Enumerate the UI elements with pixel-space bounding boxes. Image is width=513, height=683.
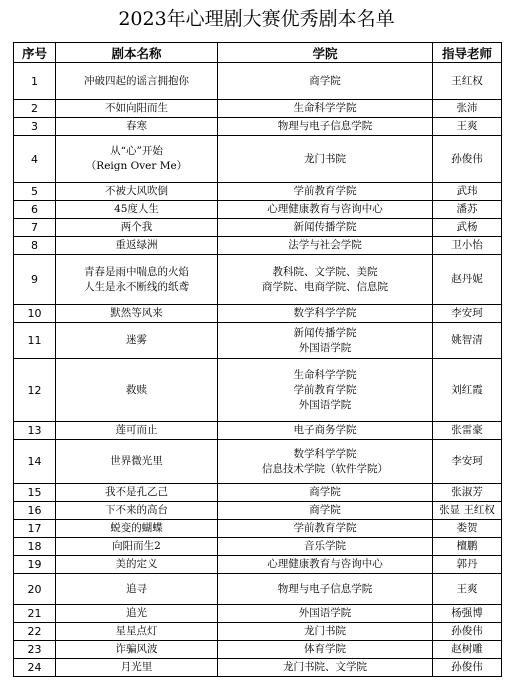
cell-teacher: 卫小怡 (433, 237, 502, 255)
cell-college (218, 422, 433, 440)
college-line: 物理与电子信息学院 (277, 582, 373, 595)
play-title-line: 诈骗风波 (115, 643, 158, 655)
cell-college (218, 659, 433, 677)
college-line: 商学院 (309, 74, 341, 87)
cell-play (56, 574, 218, 605)
table-row (14, 100, 502, 118)
table-row (14, 422, 502, 440)
cell-play (56, 100, 218, 118)
college-line: 生命科学学院 (293, 368, 357, 381)
cell-teacher: 张淑芳 (433, 484, 502, 502)
cell-no: 7 (14, 219, 56, 237)
cell-teacher: 檀鹏 (433, 538, 502, 556)
play-title-line: 从“心”开始 (110, 145, 163, 157)
cell-teacher: 孙俊伟 (433, 623, 502, 641)
cell-no: 12 (14, 359, 56, 422)
cell-play (56, 136, 218, 183)
cell-college (218, 574, 433, 605)
college-line: 教科院、文学院、美院 (272, 265, 378, 278)
college-line: 数学科学学院 (293, 447, 357, 460)
college-line: 新闻传播学院 (293, 221, 357, 233)
college-line: 学前教育学院 (293, 185, 357, 197)
play-title-line: 冲破四起的谣言拥抱你 (84, 74, 189, 87)
college-line: 法学与社会学院 (288, 239, 362, 251)
header-college: 学院 (218, 43, 433, 63)
table-row (14, 440, 502, 484)
table-row (14, 574, 502, 605)
cell-teacher: 郭丹 (433, 556, 502, 574)
cell-no: 21 (14, 605, 56, 623)
cell-teacher: 孙俊伟 (433, 659, 502, 677)
play-title-line: 春寒 (126, 120, 147, 132)
play-title-line: 月光里 (120, 661, 153, 673)
cell-teacher: 李安珂 (433, 305, 502, 323)
college-line: 外国语学院 (298, 607, 352, 619)
cell-no: 11 (14, 323, 56, 359)
college-line: 外国语学院 (298, 341, 352, 354)
play-title-line: 45度人生 (114, 203, 159, 215)
cell-teacher: 潘苏 (433, 201, 502, 219)
table-row (14, 605, 502, 623)
cell-play (56, 641, 218, 659)
cell-play (56, 219, 218, 237)
cell-no: 9 (14, 255, 56, 305)
header-play: 剧本名称 (56, 43, 218, 63)
cell-college (218, 484, 433, 502)
cell-teacher: 李安珂 (433, 440, 502, 484)
cell-teacher: 孙俊伟 (433, 136, 502, 183)
cell-college (218, 219, 433, 237)
cell-play (56, 440, 218, 484)
cell-no: 22 (14, 623, 56, 641)
cell-play (56, 502, 218, 520)
cell-no: 2 (14, 100, 56, 118)
header-no: 序号 (14, 43, 56, 63)
college-line: 新闻传播学院 (293, 326, 357, 339)
table-row (14, 538, 502, 556)
play-title-line: 美的定义 (115, 558, 158, 570)
college-line: 龙门书院 (304, 625, 346, 637)
cell-no: 15 (14, 484, 56, 502)
college-line: 外国语学院 (298, 398, 352, 411)
cell-play (56, 556, 218, 574)
table-row (14, 63, 502, 100)
table-header-row (14, 43, 502, 63)
cell-no: 14 (14, 440, 56, 484)
cell-play (56, 201, 218, 219)
cell-no: 1 (14, 63, 56, 100)
cell-play (56, 118, 218, 136)
cell-no: 23 (14, 641, 56, 659)
cell-college (218, 502, 433, 520)
cell-play (56, 484, 218, 502)
cell-college (218, 605, 433, 623)
table-row (14, 502, 502, 520)
cell-college (218, 538, 433, 556)
play-title-line: 我不是孔乙己 (105, 486, 168, 498)
college-line: 商学院 (309, 486, 341, 498)
play-title-line: 默然等风来 (110, 307, 163, 319)
cell-college (218, 440, 433, 484)
cell-no: 10 (14, 305, 56, 323)
cell-play (56, 305, 218, 323)
play-title-line: 两个我 (120, 221, 153, 233)
cell-college (218, 623, 433, 641)
play-title-line: 星星点灯 (115, 625, 158, 637)
play-title-line: 不如向阳而生 (105, 102, 168, 114)
play-title-line: 向阳而生2 (112, 540, 161, 552)
cell-teacher: 张沛 (433, 100, 502, 118)
college-line: 龙门书院、文学院 (283, 661, 367, 673)
play-title-line: 重返绿洲 (115, 239, 158, 251)
table-row (14, 359, 502, 422)
college-line: 龙门书院 (304, 152, 346, 165)
college-line: 生命科学学院 (293, 102, 357, 114)
cell-college (218, 359, 433, 422)
college-line: 商学院、电商学院、信息院 (262, 280, 388, 293)
cell-college (218, 237, 433, 255)
cell-college (218, 201, 433, 219)
cell-college (218, 118, 433, 136)
cell-no: 8 (14, 237, 56, 255)
table-row (14, 641, 502, 659)
cell-teacher: 姚智清 (433, 323, 502, 359)
table-row (14, 118, 502, 136)
cell-no: 17 (14, 520, 56, 538)
cell-college (218, 63, 433, 100)
cell-college (218, 641, 433, 659)
college-line: 学前教育学院 (293, 522, 357, 534)
college-line: 体育学院 (304, 643, 346, 655)
table-row (14, 219, 502, 237)
college-line: 心理健康教育与咨询中心 (267, 558, 383, 570)
table-row (14, 659, 502, 677)
header-teacher: 指导老师 (433, 43, 502, 63)
cell-play (56, 359, 218, 422)
cell-teacher: 王红权 (433, 63, 502, 100)
play-title-line: 追光 (126, 607, 147, 619)
cell-no: 20 (14, 574, 56, 605)
cell-college (218, 520, 433, 538)
cell-no: 3 (14, 118, 56, 136)
play-title-line: 下不来的高台 (105, 504, 168, 516)
table-row (14, 136, 502, 183)
play-title-line: （Reign Over Me） (85, 160, 188, 172)
cell-play (56, 183, 218, 201)
play-title-line: 蜕变的蝴蝶 (110, 522, 163, 534)
table-row (14, 305, 502, 323)
cell-play (56, 623, 218, 641)
cell-play (56, 237, 218, 255)
cell-college (218, 183, 433, 201)
cell-college (218, 323, 433, 359)
table-row (14, 237, 502, 255)
cell-teacher: 赵丹妮 (433, 255, 502, 305)
cell-play (56, 605, 218, 623)
cell-college (218, 556, 433, 574)
cell-teacher: 王爽 (433, 574, 502, 605)
cell-college (218, 255, 433, 305)
college-line: 学前教育学院 (293, 383, 357, 396)
play-title-line: 人生是永不断线的纸鸢 (84, 280, 189, 293)
award-table (13, 42, 502, 677)
college-line: 电子商务学院 (293, 424, 357, 436)
cell-teacher: 张雷豪 (433, 422, 502, 440)
cell-college (218, 136, 433, 183)
college-line: 数学科学学院 (293, 307, 357, 319)
table-row (14, 520, 502, 538)
college-line: 商学院 (309, 504, 341, 516)
cell-college (218, 100, 433, 118)
cell-teacher: 武玮 (433, 183, 502, 201)
cell-no: 24 (14, 659, 56, 677)
cell-teacher: 娄贺 (433, 520, 502, 538)
table-row (14, 183, 502, 201)
cell-play (56, 323, 218, 359)
play-title-line: 救赎 (126, 383, 147, 396)
table-row (14, 255, 502, 305)
table-body (14, 63, 502, 677)
college-line: 心理健康教育与咨询中心 (267, 203, 383, 215)
cell-no: 16 (14, 502, 56, 520)
cell-play (56, 422, 218, 440)
college-line: 信息技术学院（软件学院） (262, 462, 388, 475)
table-row (14, 323, 502, 359)
college-line: 音乐学院 (304, 540, 346, 552)
cell-no: 18 (14, 538, 56, 556)
cell-play (56, 538, 218, 556)
cell-play (56, 255, 218, 305)
cell-teacher: 王爽 (433, 118, 502, 136)
cell-no: 4 (14, 136, 56, 183)
play-title-line: 青春是雨中喘息的火焰 (84, 265, 189, 278)
table-row (14, 484, 502, 502)
play-title-line: 不被大风吹倒 (105, 185, 168, 197)
table-row (14, 201, 502, 219)
page-title: 2023年心理剧大赛优秀剧本名单 (118, 8, 395, 30)
cell-play (56, 520, 218, 538)
cell-no: 6 (14, 201, 56, 219)
cell-no: 13 (14, 422, 56, 440)
cell-teacher: 杨强博 (433, 605, 502, 623)
table-row (14, 623, 502, 641)
play-title-line: 迷雾 (126, 334, 147, 346)
cell-no: 19 (14, 556, 56, 574)
table-row (14, 556, 502, 574)
cell-teacher: 刘红霞 (433, 359, 502, 422)
college-line: 物理与电子信息学院 (277, 120, 373, 132)
cell-teacher: 张显 王红权 (433, 502, 502, 520)
cell-play (56, 63, 218, 100)
play-title-line: 莲可而止 (115, 424, 158, 436)
play-title-line: 追寻 (126, 582, 147, 595)
cell-no: 5 (14, 183, 56, 201)
play-title-line: 世界微光里 (110, 455, 163, 467)
cell-play (56, 659, 218, 677)
cell-teacher: 武杨 (433, 219, 502, 237)
cell-teacher: 赵树雕 (433, 641, 502, 659)
cell-college (218, 305, 433, 323)
